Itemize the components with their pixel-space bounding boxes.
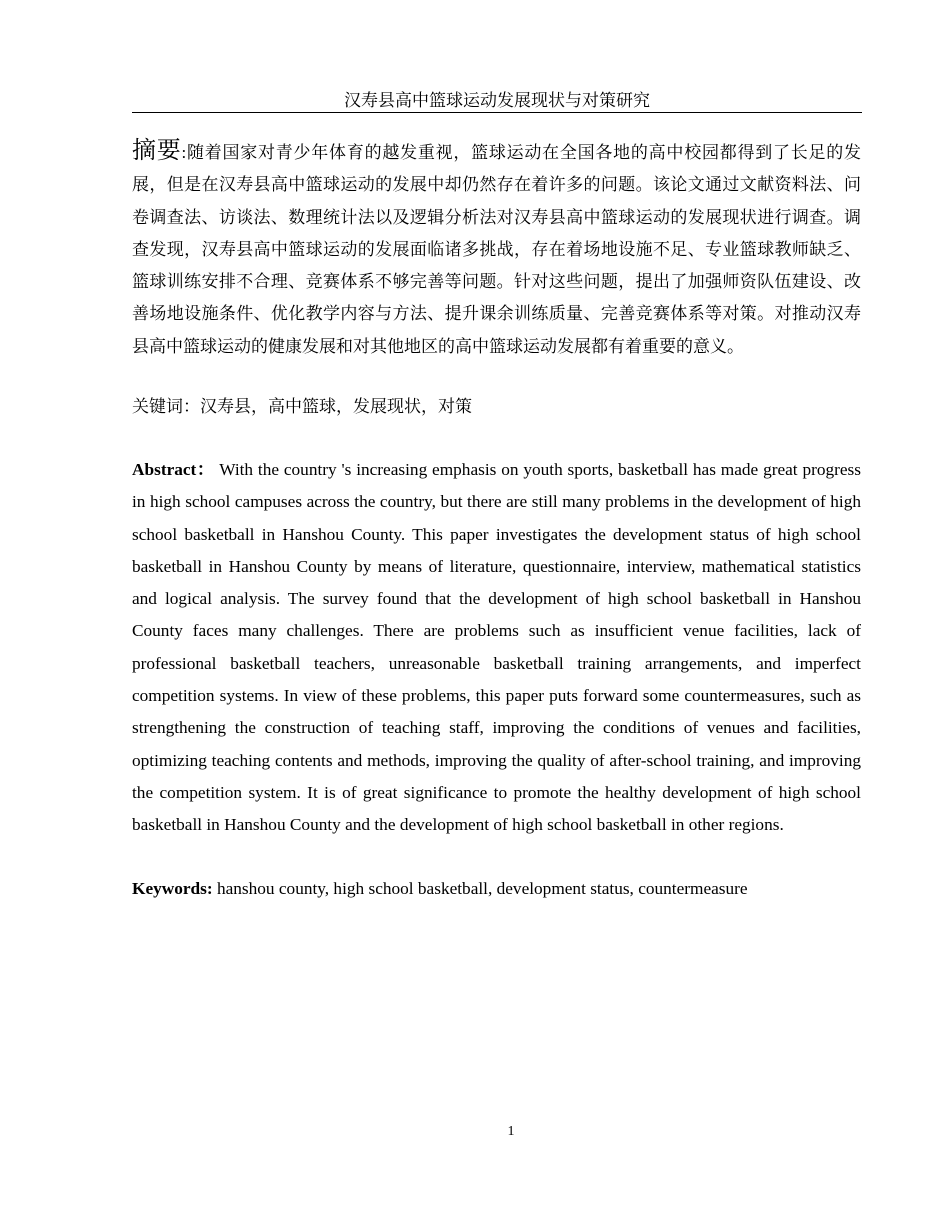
keywords-cn-label: 关键词： [132, 397, 200, 416]
abstract-english [132, 454, 861, 842]
abstract-chinese [132, 134, 861, 363]
abstract-cn-separator: : [181, 143, 187, 162]
page-number: 1 [507, 1124, 515, 1139]
abstract-en-label: Abstract： [132, 460, 215, 479]
running-header: 汉寿县高中篮球运动发展现状与对策研究 [132, 90, 862, 113]
keywords-english [132, 873, 861, 905]
abstract-en-text: With the country 's increasing emphasis on youth sports, basketball has made great progress in high school campuses across the country, but there are still many problems in the development of high school basketball in Hanshou County. This paper investigates the development status of high school basketball in Hanshou County by means of literature, questionnaire, interview, mathematical statistics and logical analysis. The survey found that the development of high school basketball in Hanshou County faces many challenges. There are problems such as insufficient venue facilities, lack of professional basketball teachers, unreasonable basketball training arrangements, and imperfect competition systems. In view of these problems, this paper puts forward some countermeasures, such as strengthening the construction of teaching staff, improving the conditions of venues and facilities, optimizing teaching contents and methods, improving the quality of after-school training, and improving the competition system. It is of great significance to promote the healthy development of high school basketball in Hanshou County and the development of high school basketball in other regions. [132, 460, 862, 835]
abstract-cn-label: 摘要 [132, 136, 182, 164]
keywords-en-text: hanshou county, high school basketball, development status, countermeasure [212, 879, 748, 898]
abstract-cn-text: 随着国家对青少年体育的越发重视，篮球运动在全国各地的高中校园都得到了长足的发展，但是在汉寿县高中篮球运动的发展中却仍然存在着许多的问题。该论文通过文献资料法、问卷调查法、访谈法、数理统计法以及逻辑分析法对汉寿县高中篮球运动的发展现状进行调查。调查发现，汉寿县高中篮球运动的发展面临诸多挑战，存在着场地设施不足、专业篮球教师缺乏、篮球训练安排不合理、竞赛体系不够完善等问题。针对这些问题，提出了加强师资队伍建设、改善场地设施条件、优化教学内容与方法、提升课余训练质量、完善竞赛体系等对策。对推动汉寿县高中篮球运动的健康发展和对其他地区的高中篮球运动发展都有着重要的意义。 [132, 143, 862, 356]
keywords-chinese [132, 392, 861, 422]
keywords-en-label: Keywords: [132, 879, 213, 898]
keywords-cn-text: 汉寿县，高中篮球，发展现状，对策 [200, 397, 472, 416]
